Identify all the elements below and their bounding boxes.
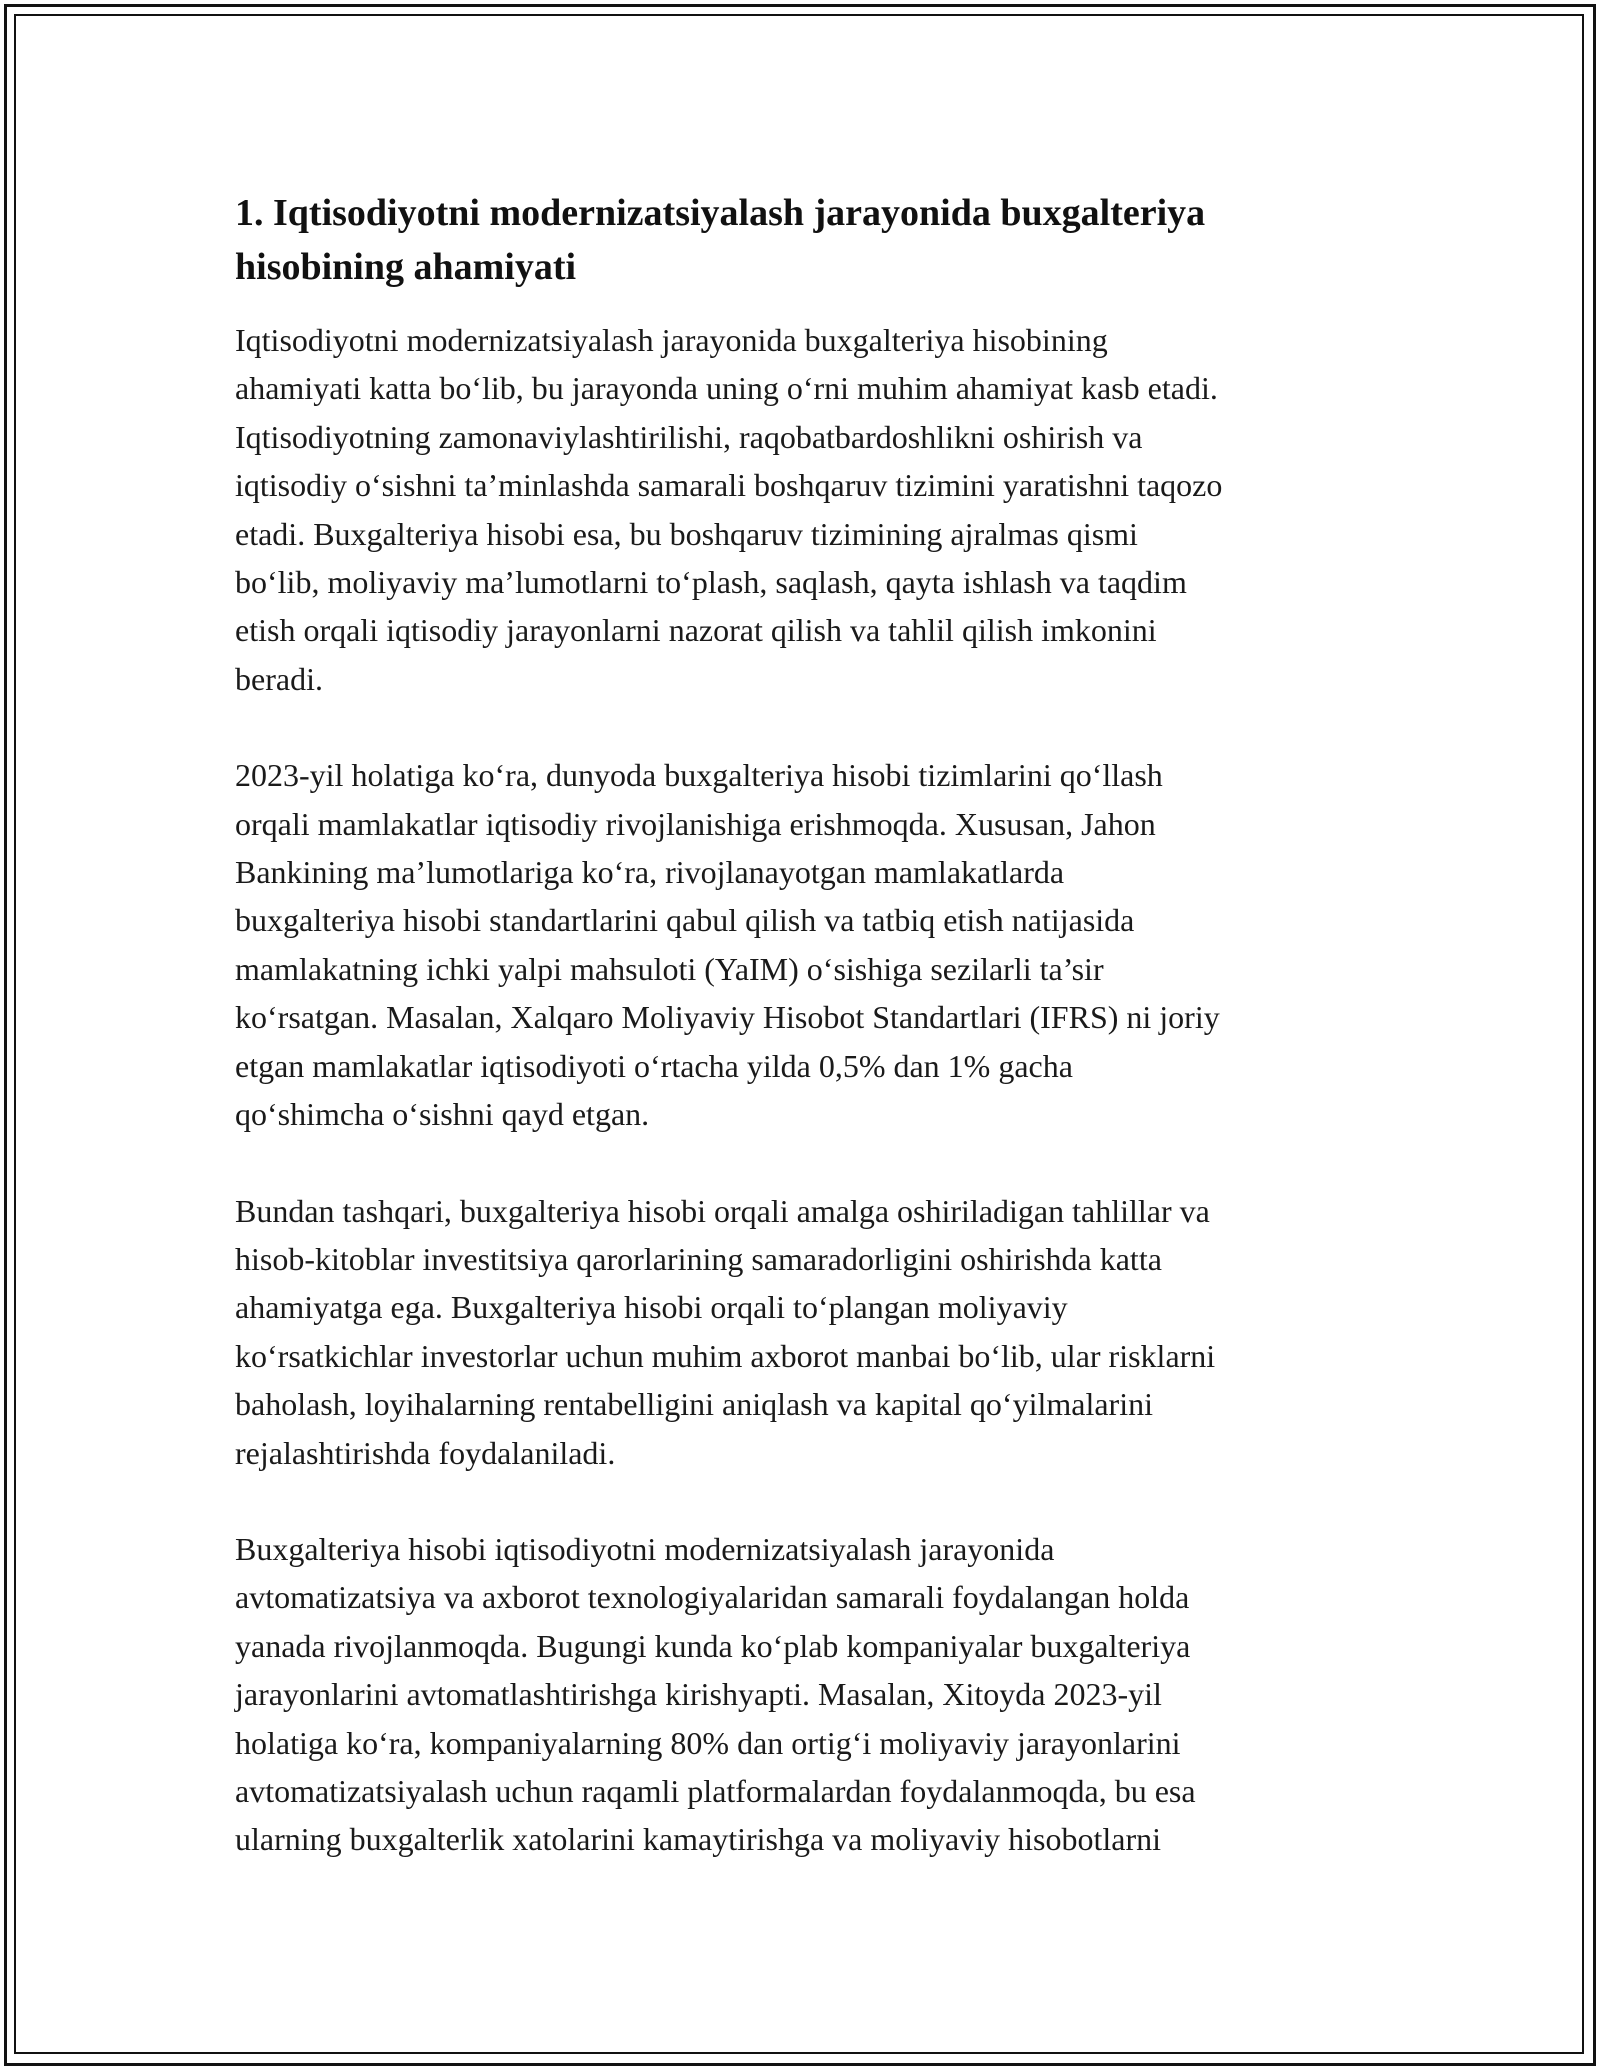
text-line: bo‘lib, moliyaviy ma’lumotlarni to‘plash, saqlash, qayta ishlash va taqdim xyxy=(235,564,1187,601)
text-line: ahamiyati katta bo‘lib, bu jarayonda uning o‘rni muhim ahamiyat kasb etadi. xyxy=(235,370,1218,407)
text-line: iqtisodiy o‘sishni ta’minlashda samarali boshqaruv tizimini yaratishni taqozo xyxy=(235,467,1223,504)
heading-line: hisobining ahamiyati xyxy=(235,246,577,288)
text-line: Bundan tashqari, buxgalteriya hisobi orqali amalga oshiriladigan tahlillar va xyxy=(235,1192,1210,1229)
text-line: mamlakatning ichki yalpi mahsuloti (YaIM) o‘sishiga sezilarli ta’sir xyxy=(235,950,1104,987)
text-line: beradi. xyxy=(235,660,323,697)
text-line: buxgalteriya hisobi standartlarini qabul qilish va tatbiq etish natijasida xyxy=(235,902,1135,939)
text-line: Buxgalteriya hisobi iqtisodiyotni modernizatsiyalash jarayonida xyxy=(235,1530,1055,1567)
text-line: avtomatizatsiyalash uchun raqamli platformalardan foydalanmoqda, bu esa xyxy=(235,1772,1196,1809)
paragraph-2 xyxy=(235,751,1385,1138)
text-line: etadi. Buxgalteriya hisobi esa, bu boshqaruv tizimining ajralmas qismi xyxy=(235,515,1138,552)
text-line: yanada rivojlanmoqda. Bugungi kunda ko‘plab kompaniyalar buxgalteriya xyxy=(235,1627,1191,1664)
document-body xyxy=(235,186,1385,1912)
text-line: orqali mamlakatlar iqtisodiy rivojlanishiga erishmoqda. Xususan, Jahon xyxy=(235,805,1156,842)
paragraph-1 xyxy=(235,316,1385,703)
text-line: holatiga ko‘ra, kompaniyalarning 80% dan ortig‘i moliyaviy jarayonlarini xyxy=(235,1724,1181,1761)
text-line: baholash, loyihalarning rentabelligini aniqlash va kapital qo‘yilmalarini xyxy=(235,1386,1153,1423)
text-line: rejalashtirishda foydalaniladi. xyxy=(235,1434,616,1471)
text-line: ahamiyatga ega. Buxgalteriya hisobi orqali to‘plangan moliyaviy xyxy=(235,1289,1068,1326)
section-heading xyxy=(235,186,1385,294)
text-line: Iqtisodiyotning zamonaviylashtirilishi, raqobatbardoshlikni oshirish va xyxy=(235,418,1143,455)
text-line: ko‘rsatgan. Masalan, Xalqaro Moliyaviy Hisobot Standartlari (IFRS) ni joriy xyxy=(235,999,1220,1036)
text-line: Iqtisodiyotni modernizatsiyalash jarayonida buxgalteriya hisobining xyxy=(235,322,1108,358)
text-line: ko‘rsatkichlar investorlar uchun muhim axborot manbai bo‘lib, ular risklarni xyxy=(235,1337,1216,1374)
paragraph-4 xyxy=(235,1525,1385,1864)
paragraph-3 xyxy=(235,1187,1385,1477)
text-line: jarayonlarini avtomatlashtirishga kirishyapti. Masalan, Xitoyda 2023-yil xyxy=(235,1676,1162,1713)
text-line: 2023-yil holatiga ko‘ra, dunyoda buxgalteriya hisobi tizimlarini qo‘llash xyxy=(235,757,1163,794)
text-line: ularning buxgalterlik xatolarini kamaytirishga va moliyaviy hisobotlarni xyxy=(235,1821,1162,1858)
text-line: avtomatizatsiya va axborot texnologiyalaridan samarali foydalangan holda xyxy=(235,1579,1190,1616)
text-line: Bankining ma’lumotlariga ko‘ra, rivojlanayotgan mamlakatlarda xyxy=(235,854,1065,891)
heading-line: 1. Iqtisodiyotni modernizatsiyalash jarayonida buxgalteriya xyxy=(235,192,1206,234)
text-line: qo‘shimcha o‘sishni qayd etgan. xyxy=(235,1096,650,1133)
text-line: etgan mamlakatlar iqtisodiyoti o‘rtacha yilda 0,5% dan 1% gacha xyxy=(235,1047,1073,1084)
text-line: hisob-kitoblar investitsiya qarorlarining samaradorligini oshirishda katta xyxy=(235,1240,1162,1277)
text-line: etish orqali iqtisodiy jarayonlarni nazorat qilish va tahlil qilish imkonini xyxy=(235,612,1157,649)
